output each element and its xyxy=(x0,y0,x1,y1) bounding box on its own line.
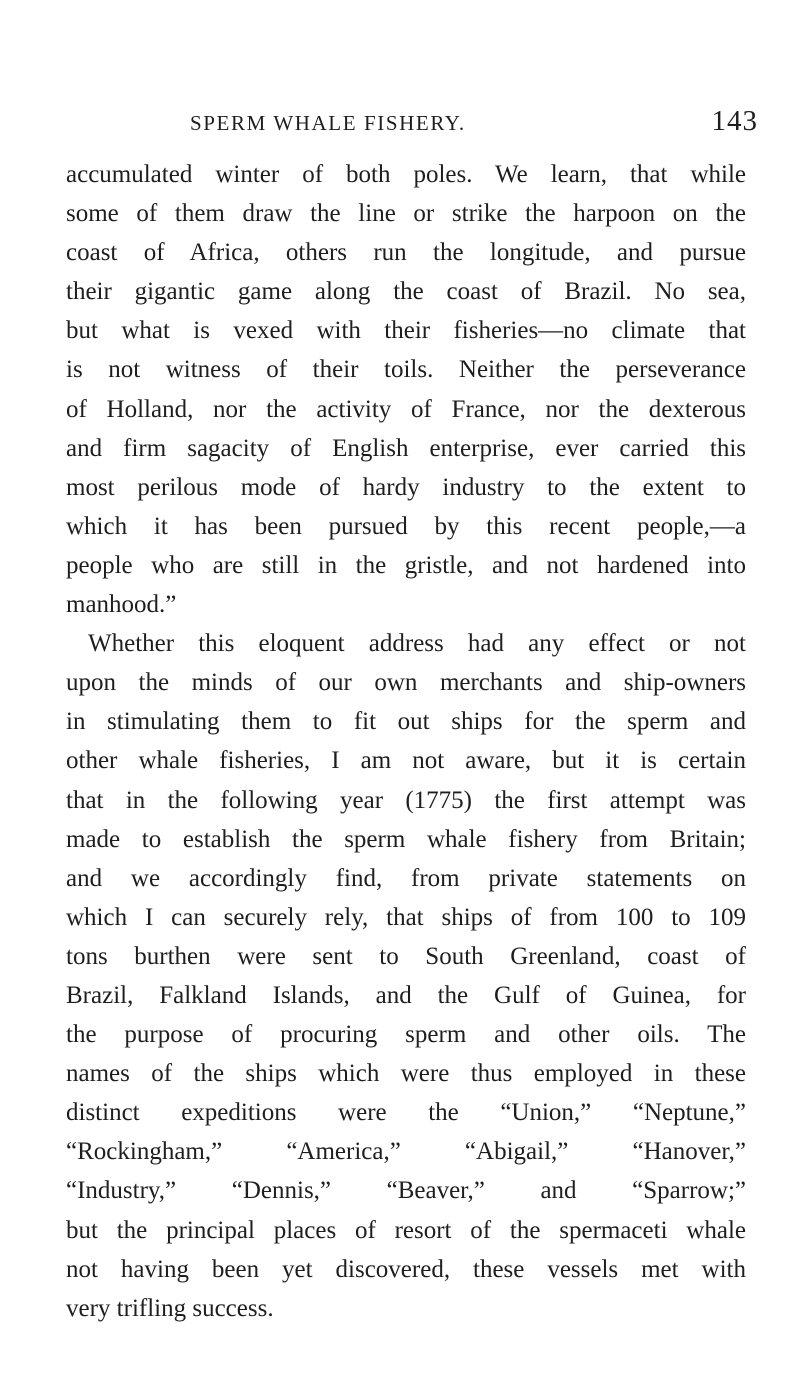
text-line: other whale fisheries, I am not aware, but it is certain xyxy=(66,747,746,775)
text-line: in stimulating them to fit out ships for the sperm and xyxy=(66,708,746,736)
text-line: very trifling success. xyxy=(66,1294,274,1322)
paragraph-1 xyxy=(66,155,746,624)
text-line: which I can securely rely, that ships of from 100 to 109 xyxy=(66,903,746,931)
text-line: “Rockingham,” “America,” “Abigail,” “Hanover,” xyxy=(66,1138,746,1166)
text-line: but what is vexed with their fisheries—no climate that xyxy=(66,317,746,345)
text-line: upon the minds of our own merchants and ship-owners xyxy=(66,669,746,697)
running-head xyxy=(148,105,758,145)
text-line: accumulated winter of both poles. We learn, that while xyxy=(66,161,746,188)
text-line: but the principal places of resort of the spermaceti whale xyxy=(66,1216,746,1244)
body-text xyxy=(66,155,746,1328)
text-line: made to establish the sperm whale fishery from Britain; xyxy=(66,825,746,853)
text-line: not having been yet discovered, these vessels met with xyxy=(66,1255,746,1283)
text-line: Whether this eloquent address had any effect or not xyxy=(88,630,746,658)
text-line: and firm sagacity of English enterprise, ever carried this xyxy=(66,434,746,462)
text-line: and we accordingly find, from private statements on xyxy=(66,864,746,892)
text-line: their gigantic game along the coast of Brazil. No sea, xyxy=(66,278,746,306)
text-line: tons burthen were sent to South Greenland, coast of xyxy=(66,942,746,970)
text-line: coast of Africa, others run the longitude, and pursue xyxy=(66,239,746,267)
text-line: distinct expeditions were the “Union,” “Neptune,” xyxy=(66,1099,746,1127)
text-line: the purpose of procuring sperm and other oils. The xyxy=(66,1021,746,1049)
text-line: most perilous mode of hardy industry to the extent to xyxy=(66,473,746,501)
text-line: “Industry,” “Dennis,” “Beaver,” and “Sparrow;” xyxy=(66,1177,746,1205)
text-line: is not witness of their toils. Neither the perseverance xyxy=(66,356,746,384)
text-line: that in the following year (1775) the first attempt was xyxy=(66,786,746,814)
text-line: of Holland, nor the activity of France, nor the dexterous xyxy=(66,395,746,423)
text-line: manhood.” xyxy=(66,591,177,619)
text-line: some of them draw the line or strike the harpoon on the xyxy=(66,200,746,228)
page-number: 143 xyxy=(711,105,758,137)
running-title: SPERM WHALE FISHERY. xyxy=(190,111,466,135)
text-line: which it has been pursued by this recent people,—a xyxy=(66,512,746,540)
paragraph-2 xyxy=(66,624,746,1328)
text-line: names of the ships which were thus employed in these xyxy=(66,1060,746,1088)
text-line: people who are still in the gristle, and not hardened into xyxy=(66,551,746,579)
text-line: Brazil, Falkland Islands, and the Gulf of Guinea, for xyxy=(66,981,746,1009)
